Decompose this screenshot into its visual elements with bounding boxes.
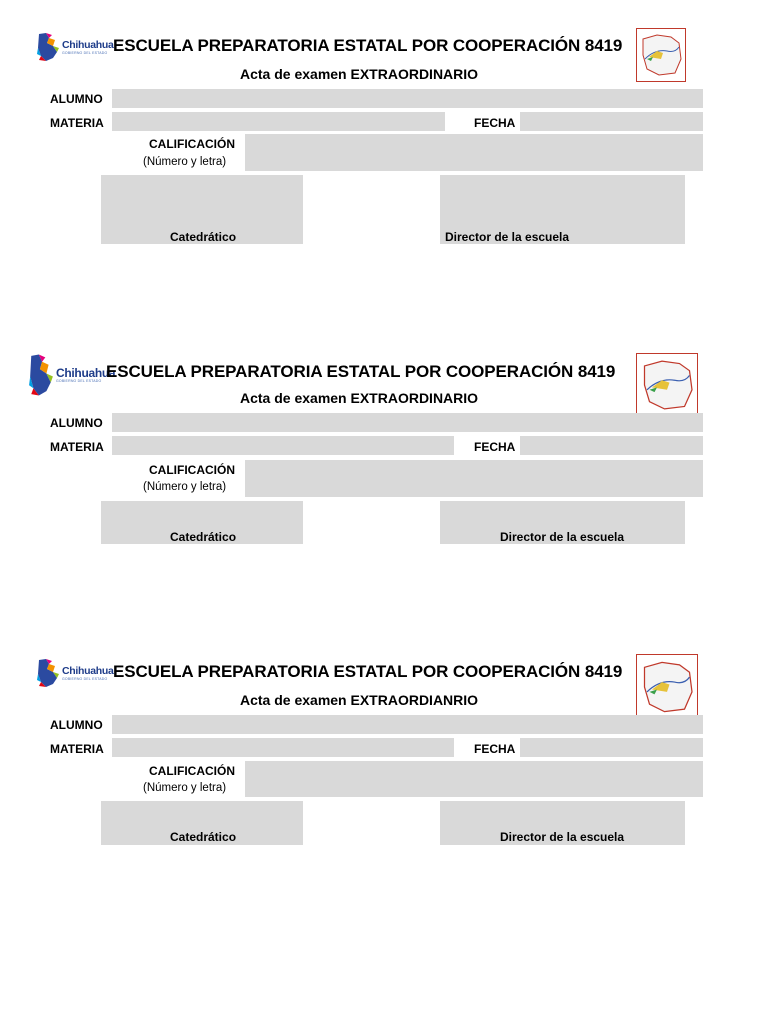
school-title: ESCUELA PREPARATORIA ESTATAL POR COOPERACIÓN 8419 <box>113 662 623 681</box>
school-seal-map-icon <box>637 29 685 81</box>
director-label: Director de la escuela <box>445 230 570 244</box>
alumno-label: ALUMNO <box>50 92 103 106</box>
director-label: Director de la escuela <box>500 830 625 844</box>
catedratico-label: Catedrático <box>170 530 237 544</box>
calificacion-note: (Número y letra) <box>143 782 227 794</box>
alumno-field[interactable] <box>112 89 703 108</box>
logo-brand-text: Chihuahua <box>62 664 114 677</box>
calificacion-field[interactable] <box>245 460 703 497</box>
calificacion-note: (Número y letra) <box>143 481 227 493</box>
materia-label: MATERIA <box>50 440 104 454</box>
chihuahua-state-icon <box>36 658 60 688</box>
alumno-field[interactable] <box>112 413 703 432</box>
fecha-label: FECHA <box>474 440 516 454</box>
materia-field[interactable] <box>112 112 445 131</box>
calificacion-field[interactable] <box>245 134 703 171</box>
chihuahua-logo <box>36 658 114 688</box>
alumno-label: ALUMNO <box>50 718 103 732</box>
school-seal <box>636 353 698 417</box>
logo-tagline: GOBIERNO DEL ESTADO <box>62 676 108 681</box>
alumno-field[interactable] <box>112 715 703 734</box>
logo-brand-text: Chihuahua <box>62 38 114 51</box>
fecha-field[interactable] <box>520 738 703 757</box>
chihuahua-logo <box>28 353 115 397</box>
fecha-label: FECHA <box>474 742 516 756</box>
director-label: Director de la escuela <box>500 530 625 544</box>
school-seal-map-icon <box>637 655 697 719</box>
materia-label: MATERIA <box>50 742 104 756</box>
fecha-label: FECHA <box>474 116 516 130</box>
catedratico-label: Catedrático <box>170 230 237 244</box>
logo-brand-text: Chihuahua <box>56 365 116 380</box>
logo-tagline: GOBIERNO DEL ESTADO <box>62 50 108 55</box>
exam-form-3 <box>0 626 768 896</box>
chihuahua-state-icon <box>36 32 60 62</box>
exam-form-1 <box>0 0 768 270</box>
school-seal <box>636 654 698 720</box>
form-subtitle: Acta de examen EXTRAORDINARIO <box>240 390 479 406</box>
fecha-field[interactable] <box>520 436 703 455</box>
catedratico-label: Catedrático <box>170 830 237 844</box>
calificacion-label: CALIFICACIÓN <box>149 764 235 778</box>
alumno-label: ALUMNO <box>50 416 103 430</box>
form-subtitle: Acta de examen EXTRAORDIANRIO <box>240 692 479 708</box>
calificacion-label: CALIFICACIÓN <box>149 137 235 151</box>
school-title: ESCUELA PREPARATORIA ESTATAL POR COOPERACIÓN 8419 <box>113 36 623 55</box>
materia-label: MATERIA <box>50 116 104 130</box>
calificacion-field[interactable] <box>245 761 703 797</box>
school-seal <box>636 28 686 82</box>
calificacion-label: CALIFICACIÓN <box>149 463 235 477</box>
school-seal-map-icon <box>637 354 697 416</box>
chihuahua-logo <box>36 32 114 62</box>
calificacion-note: (Número y letra) <box>143 156 227 168</box>
exam-form-2 <box>0 325 768 595</box>
chihuahua-state-icon <box>28 353 54 397</box>
materia-field[interactable] <box>112 436 454 455</box>
school-title: ESCUELA PREPARATORIA ESTATAL POR COOPERACIÓN 8419 <box>106 362 616 381</box>
form-subtitle: Acta de examen EXTRAORDINARIO <box>240 66 479 82</box>
logo-tagline: GOBIERNO DEL ESTADO <box>56 378 102 383</box>
materia-field[interactable] <box>112 738 454 757</box>
fecha-field[interactable] <box>520 112 703 131</box>
